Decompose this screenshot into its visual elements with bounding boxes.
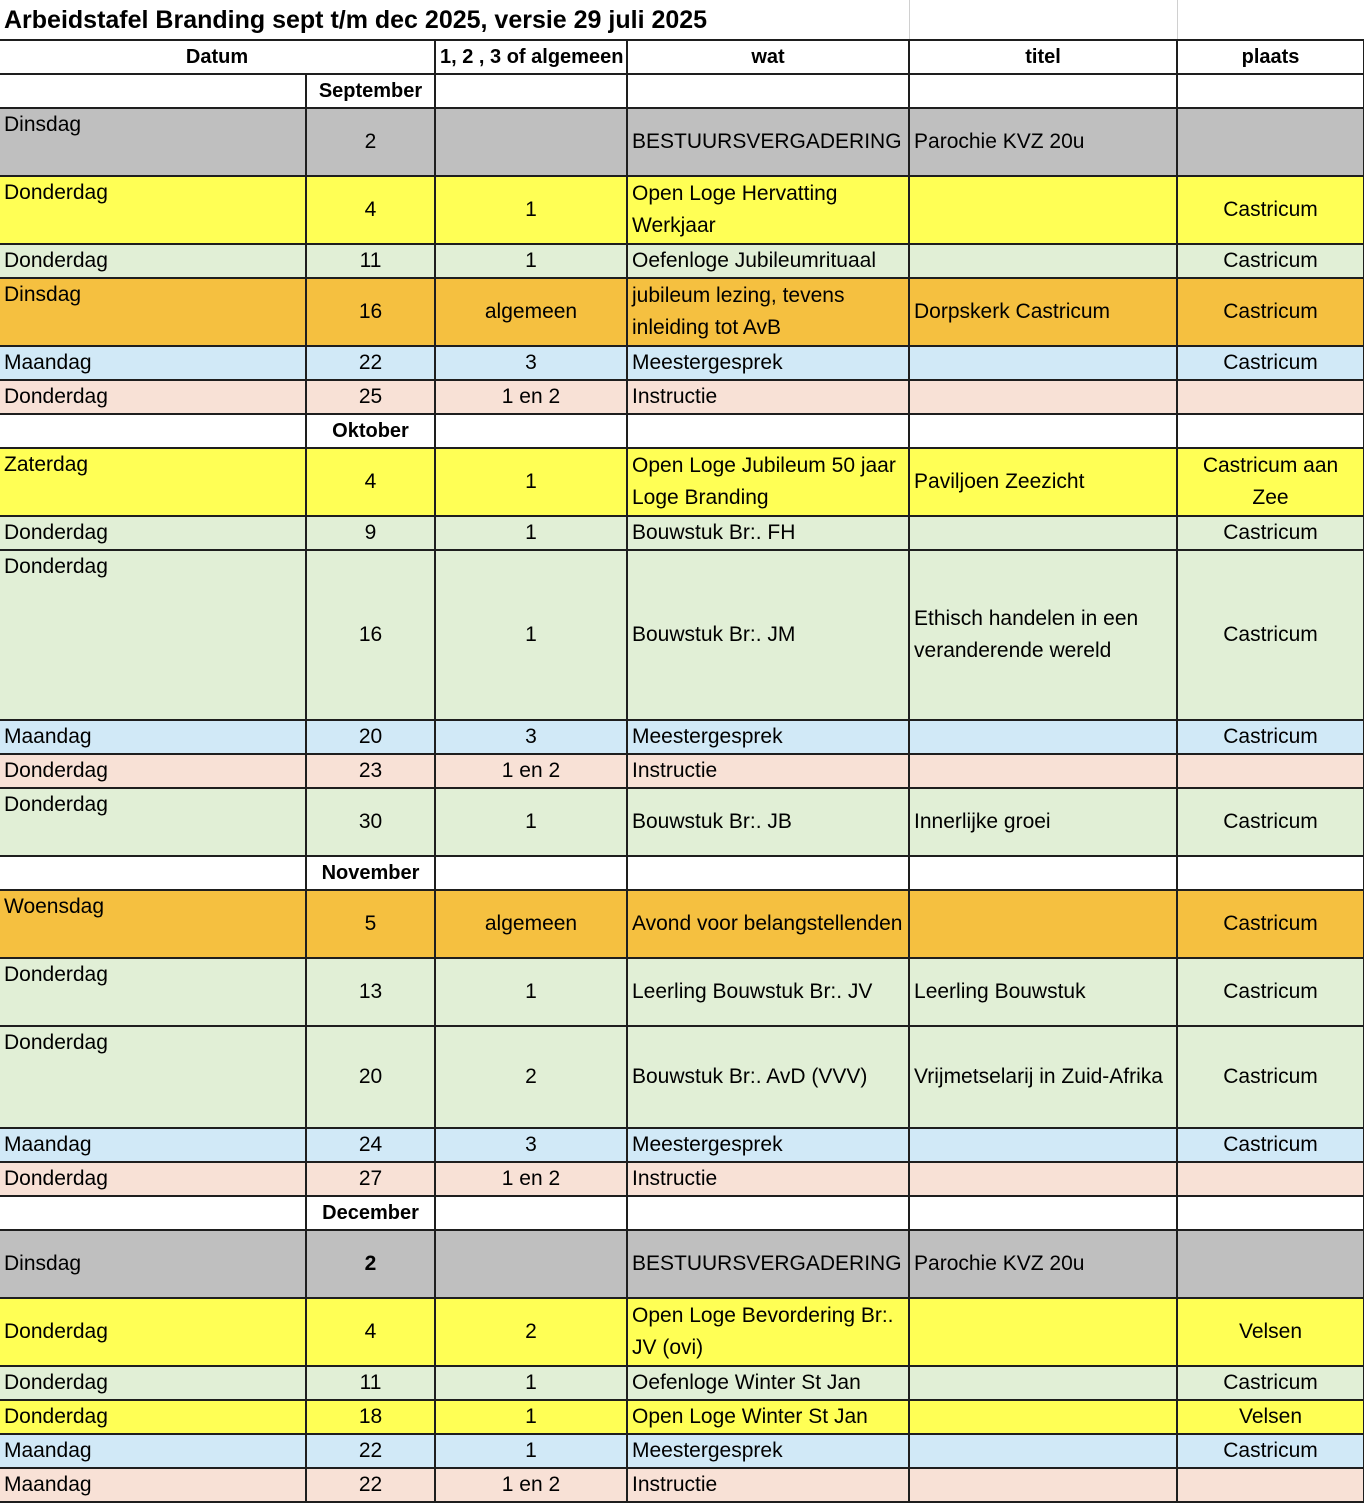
cell-dag[interactable]: Dinsdag xyxy=(0,108,306,176)
empty-cell[interactable] xyxy=(627,856,909,890)
cell-titel[interactable] xyxy=(909,1434,1177,1468)
empty-cell[interactable] xyxy=(435,1196,627,1230)
cell-titel[interactable] xyxy=(909,754,1177,788)
table-row xyxy=(0,346,1364,380)
empty-cell[interactable] xyxy=(627,1196,909,1230)
month-label[interactable]: November xyxy=(306,856,435,890)
cell-dag[interactable]: Donderdag xyxy=(0,958,306,1026)
empty-cell[interactable] xyxy=(1177,856,1364,890)
cell-datum[interactable]: 18 xyxy=(306,1400,435,1434)
header-graad[interactable]: 1, 2 , 3 of algemeen xyxy=(435,40,627,74)
cell-plaats[interactable]: Castricum xyxy=(1177,1026,1364,1128)
cell-datum[interactable]: 24 xyxy=(306,1128,435,1162)
cell-datum[interactable]: 4 xyxy=(306,448,435,516)
header-plaats[interactable]: plaats xyxy=(1177,40,1364,74)
cell-wat[interactable]: Instructie xyxy=(627,380,909,414)
cell-graad[interactable] xyxy=(435,1230,627,1298)
cell-titel[interactable] xyxy=(909,1400,1177,1434)
cell-dag[interactable]: Maandag xyxy=(0,1468,306,1502)
cell-graad[interactable]: 1 xyxy=(435,244,627,278)
cell-graad[interactable] xyxy=(435,108,627,176)
cell-datum[interactable]: 16 xyxy=(306,550,435,720)
cell-datum[interactable]: 22 xyxy=(306,1434,435,1468)
month-row xyxy=(0,856,1364,890)
cell-wat[interactable]: jubileum lezing, tevens inleiding tot AvB xyxy=(627,278,909,346)
cell-titel[interactable]: Parochie KVZ 20u xyxy=(909,1230,1177,1298)
cell-dag[interactable]: Donderdag xyxy=(0,1162,306,1196)
cell-dag[interactable]: Maandag xyxy=(0,346,306,380)
cell-graad[interactable]: 1 xyxy=(435,550,627,720)
empty-cell[interactable] xyxy=(909,856,1177,890)
cell-wat[interactable]: Oefenloge Winter St Jan xyxy=(627,1366,909,1400)
empty-cell[interactable] xyxy=(435,414,627,448)
cell-datum[interactable]: 4 xyxy=(306,176,435,244)
cell-graad[interactable]: 1 xyxy=(435,1366,627,1400)
cell-graad[interactable]: 3 xyxy=(435,720,627,754)
cell-wat[interactable]: Oefenloge Jubileumrituaal xyxy=(627,244,909,278)
cell-wat[interactable]: BESTUURSVERGADERING xyxy=(627,108,909,176)
cell-wat[interactable]: Bouwstuk Br:. FH xyxy=(627,516,909,550)
table-row xyxy=(0,788,1364,856)
cell-wat[interactable]: Instructie xyxy=(627,1468,909,1502)
cell-datum[interactable]: 2 xyxy=(306,1230,435,1298)
cell-titel[interactable]: Leerling Bouwstuk xyxy=(909,958,1177,1026)
month-row xyxy=(0,414,1364,448)
cell-graad[interactable]: 1 en 2 xyxy=(435,1468,627,1502)
table-row xyxy=(0,108,1364,176)
table-row xyxy=(0,890,1364,958)
cell-graad[interactable]: 3 xyxy=(435,1128,627,1162)
empty-cell[interactable] xyxy=(909,1196,1177,1230)
sheet-title[interactable]: Arbeidstafel Branding sept t/m dec 2025, versie 29 juli 2025 xyxy=(0,0,909,40)
cell-dag[interactable]: Donderdag xyxy=(0,550,306,720)
cell-titel[interactable] xyxy=(909,720,1177,754)
cell-plaats[interactable] xyxy=(1177,1230,1364,1298)
cell-dag[interactable]: Donderdag xyxy=(0,754,306,788)
header-wat[interactable]: wat xyxy=(627,40,909,74)
cell-wat[interactable]: Meestergesprek xyxy=(627,1434,909,1468)
cell-wat[interactable]: Instructie xyxy=(627,754,909,788)
empty-cell[interactable] xyxy=(435,856,627,890)
table-row xyxy=(0,1366,1364,1400)
cell-wat[interactable]: Open Loge Hervatting Werkjaar xyxy=(627,176,909,244)
cell-dag[interactable]: Dinsdag xyxy=(0,1230,306,1298)
cell-dag[interactable]: Maandag xyxy=(0,720,306,754)
cell-plaats[interactable]: Castricum xyxy=(1177,346,1364,380)
empty-cell[interactable] xyxy=(1177,414,1364,448)
cell-plaats[interactable] xyxy=(1177,1468,1364,1502)
empty-cell[interactable] xyxy=(0,414,306,448)
empty-cell[interactable] xyxy=(627,414,909,448)
empty-cell[interactable] xyxy=(0,856,306,890)
cell-plaats[interactable]: Castricum xyxy=(1177,550,1364,720)
cell-datum[interactable]: 13 xyxy=(306,958,435,1026)
cell-wat[interactable]: Bouwstuk Br:. AvD (VVV) xyxy=(627,1026,909,1128)
cell-graad[interactable]: 1 xyxy=(435,176,627,244)
cell-dag[interactable]: Woensdag xyxy=(0,890,306,958)
cell-wat[interactable]: BESTUURSVERGADERING xyxy=(627,1230,909,1298)
cell-wat[interactable]: Meestergesprek xyxy=(627,346,909,380)
table-row xyxy=(0,1128,1364,1162)
empty-cell[interactable] xyxy=(909,414,1177,448)
cell-datum[interactable]: 22 xyxy=(306,346,435,380)
cell-titel[interactable] xyxy=(909,516,1177,550)
cell-graad[interactable]: 1 xyxy=(435,958,627,1026)
cell-dag[interactable]: Donderdag xyxy=(0,1298,306,1366)
cell-plaats[interactable]: Velsen xyxy=(1177,1298,1364,1366)
table-row xyxy=(0,1400,1364,1434)
cell-plaats[interactable]: Castricum xyxy=(1177,1434,1364,1468)
cell-titel[interactable] xyxy=(909,346,1177,380)
table-row xyxy=(0,754,1364,788)
cell-wat[interactable]: Open Loge Winter St Jan xyxy=(627,1400,909,1434)
cell-titel[interactable]: Ethisch handelen in een veranderende wereld xyxy=(909,550,1177,720)
table-row xyxy=(0,516,1364,550)
cell-wat[interactable]: Meestergesprek xyxy=(627,1128,909,1162)
cell-titel[interactable] xyxy=(909,244,1177,278)
cell-plaats[interactable]: Castricum xyxy=(1177,176,1364,244)
empty-cell[interactable] xyxy=(1177,0,1364,40)
month-row xyxy=(0,1196,1364,1230)
cell-titel[interactable] xyxy=(909,1468,1177,1502)
cell-graad[interactable]: algemeen xyxy=(435,278,627,346)
cell-graad[interactable]: 2 xyxy=(435,1298,627,1366)
table-row xyxy=(0,176,1364,244)
cell-plaats[interactable]: Castricum xyxy=(1177,788,1364,856)
cell-graad[interactable]: 2 xyxy=(435,1026,627,1128)
cell-datum[interactable]: 25 xyxy=(306,380,435,414)
cell-graad[interactable]: 1 en 2 xyxy=(435,754,627,788)
cell-datum[interactable]: 9 xyxy=(306,516,435,550)
cell-wat[interactable]: Instructie xyxy=(627,1162,909,1196)
cell-plaats[interactable] xyxy=(1177,1162,1364,1196)
cell-wat[interactable]: Open Loge Jubileum 50 jaar Loge Branding xyxy=(627,448,909,516)
cell-datum[interactable]: 27 xyxy=(306,1162,435,1196)
empty-cell[interactable] xyxy=(627,74,909,108)
cell-graad[interactable]: 1 xyxy=(435,516,627,550)
table-row xyxy=(0,380,1364,414)
cell-graad[interactable]: 1 xyxy=(435,1434,627,1468)
cell-dag[interactable]: Maandag xyxy=(0,1434,306,1468)
cell-dag[interactable]: Dinsdag xyxy=(0,278,306,346)
cell-titel[interactable]: Dorpskerk Castricum xyxy=(909,278,1177,346)
month-label[interactable]: December xyxy=(306,1196,435,1230)
table-row xyxy=(0,1468,1364,1502)
cell-dag[interactable]: Zaterdag xyxy=(0,448,306,516)
cell-titel[interactable] xyxy=(909,176,1177,244)
table-row xyxy=(0,1298,1364,1366)
month-label[interactable]: September xyxy=(306,74,435,108)
cell-plaats[interactable]: Castricum xyxy=(1177,958,1364,1026)
cell-wat[interactable]: Open Loge Bevordering Br:. JV (ovi) xyxy=(627,1298,909,1366)
table-row xyxy=(0,1434,1364,1468)
cell-wat[interactable]: Avond voor belangstellenden xyxy=(627,890,909,958)
cell-datum[interactable]: 2 xyxy=(306,108,435,176)
cell-plaats[interactable]: Castricum xyxy=(1177,244,1364,278)
empty-cell[interactable] xyxy=(1177,74,1364,108)
cell-dag[interactable]: Donderdag xyxy=(0,380,306,414)
cell-datum[interactable]: 4 xyxy=(306,1298,435,1366)
cell-graad[interactable]: 3 xyxy=(435,346,627,380)
cell-wat[interactable]: Leerling Bouwstuk Br:. JV xyxy=(627,958,909,1026)
table-row xyxy=(0,1162,1364,1196)
table-row xyxy=(0,244,1364,278)
cell-titel[interactable]: Vrijmetselarij in Zuid-Afrika xyxy=(909,1026,1177,1128)
cell-graad[interactable]: 1 xyxy=(435,788,627,856)
cell-dag[interactable]: Donderdag xyxy=(0,244,306,278)
cell-graad[interactable]: algemeen xyxy=(435,890,627,958)
cell-titel[interactable]: Innerlijke groei xyxy=(909,788,1177,856)
cell-wat[interactable]: Bouwstuk Br:. JM xyxy=(627,550,909,720)
cell-titel[interactable] xyxy=(909,1128,1177,1162)
cell-plaats[interactable] xyxy=(1177,754,1364,788)
cell-plaats[interactable]: Castricum xyxy=(1177,516,1364,550)
cell-graad[interactable]: 1 xyxy=(435,1400,627,1434)
cell-datum[interactable]: 16 xyxy=(306,278,435,346)
cell-graad[interactable]: 1 en 2 xyxy=(435,380,627,414)
header-datum[interactable]: Datum xyxy=(0,40,435,74)
cell-titel[interactable] xyxy=(909,890,1177,958)
cell-dag[interactable]: Maandag xyxy=(0,1128,306,1162)
cell-plaats[interactable]: Castricum xyxy=(1177,1128,1364,1162)
cell-datum[interactable]: 11 xyxy=(306,1366,435,1400)
cell-plaats[interactable]: Castricum xyxy=(1177,890,1364,958)
cell-plaats[interactable]: Castricum xyxy=(1177,1366,1364,1400)
cell-datum[interactable]: 11 xyxy=(306,244,435,278)
table-row xyxy=(0,1230,1364,1298)
cell-plaats[interactable] xyxy=(1177,108,1364,176)
cell-dag[interactable]: Donderdag xyxy=(0,1366,306,1400)
empty-cell[interactable] xyxy=(0,1196,306,1230)
cell-datum[interactable]: 20 xyxy=(306,1026,435,1128)
table-row xyxy=(0,448,1364,516)
cell-titel[interactable] xyxy=(909,1366,1177,1400)
cell-wat[interactable]: Bouwstuk Br:. JB xyxy=(627,788,909,856)
cell-dag[interactable]: Donderdag xyxy=(0,788,306,856)
cell-plaats[interactable]: Velsen xyxy=(1177,1400,1364,1434)
empty-cell[interactable] xyxy=(0,74,306,108)
cell-datum[interactable]: 20 xyxy=(306,720,435,754)
cell-datum[interactable]: 22 xyxy=(306,1468,435,1502)
cell-plaats[interactable]: Castricum aan Zee xyxy=(1177,448,1364,516)
table-row xyxy=(0,958,1364,1026)
cell-titel[interactable] xyxy=(909,380,1177,414)
cell-datum[interactable]: 5 xyxy=(306,890,435,958)
cell-titel[interactable] xyxy=(909,1162,1177,1196)
header-titel[interactable]: titel xyxy=(909,40,1177,74)
cell-plaats[interactable]: Castricum xyxy=(1177,278,1364,346)
cell-dag[interactable]: Donderdag xyxy=(0,516,306,550)
cell-titel[interactable] xyxy=(909,1298,1177,1366)
empty-cell[interactable] xyxy=(909,0,1177,40)
table-row xyxy=(0,278,1364,346)
empty-cell[interactable] xyxy=(435,74,627,108)
cell-dag[interactable]: Donderdag xyxy=(0,1400,306,1434)
empty-cell[interactable] xyxy=(1177,1196,1364,1230)
cell-titel[interactable]: Parochie KVZ 20u xyxy=(909,108,1177,176)
table-row xyxy=(0,550,1364,720)
table-row xyxy=(0,720,1364,754)
table-row xyxy=(0,1026,1364,1128)
month-label[interactable]: Oktober xyxy=(306,414,435,448)
cell-plaats[interactable]: Castricum xyxy=(1177,720,1364,754)
cell-wat[interactable]: Meestergesprek xyxy=(627,720,909,754)
month-row xyxy=(0,74,1364,108)
cell-dag[interactable]: Donderdag xyxy=(0,176,306,244)
cell-datum[interactable]: 23 xyxy=(306,754,435,788)
cell-graad[interactable]: 1 xyxy=(435,448,627,516)
cell-plaats[interactable] xyxy=(1177,380,1364,414)
cell-graad[interactable]: 1 en 2 xyxy=(435,1162,627,1196)
cell-datum[interactable]: 30 xyxy=(306,788,435,856)
cell-dag[interactable]: Donderdag xyxy=(0,1026,306,1128)
cell-titel[interactable]: Paviljoen Zeezicht xyxy=(909,448,1177,516)
empty-cell[interactable] xyxy=(909,74,1177,108)
